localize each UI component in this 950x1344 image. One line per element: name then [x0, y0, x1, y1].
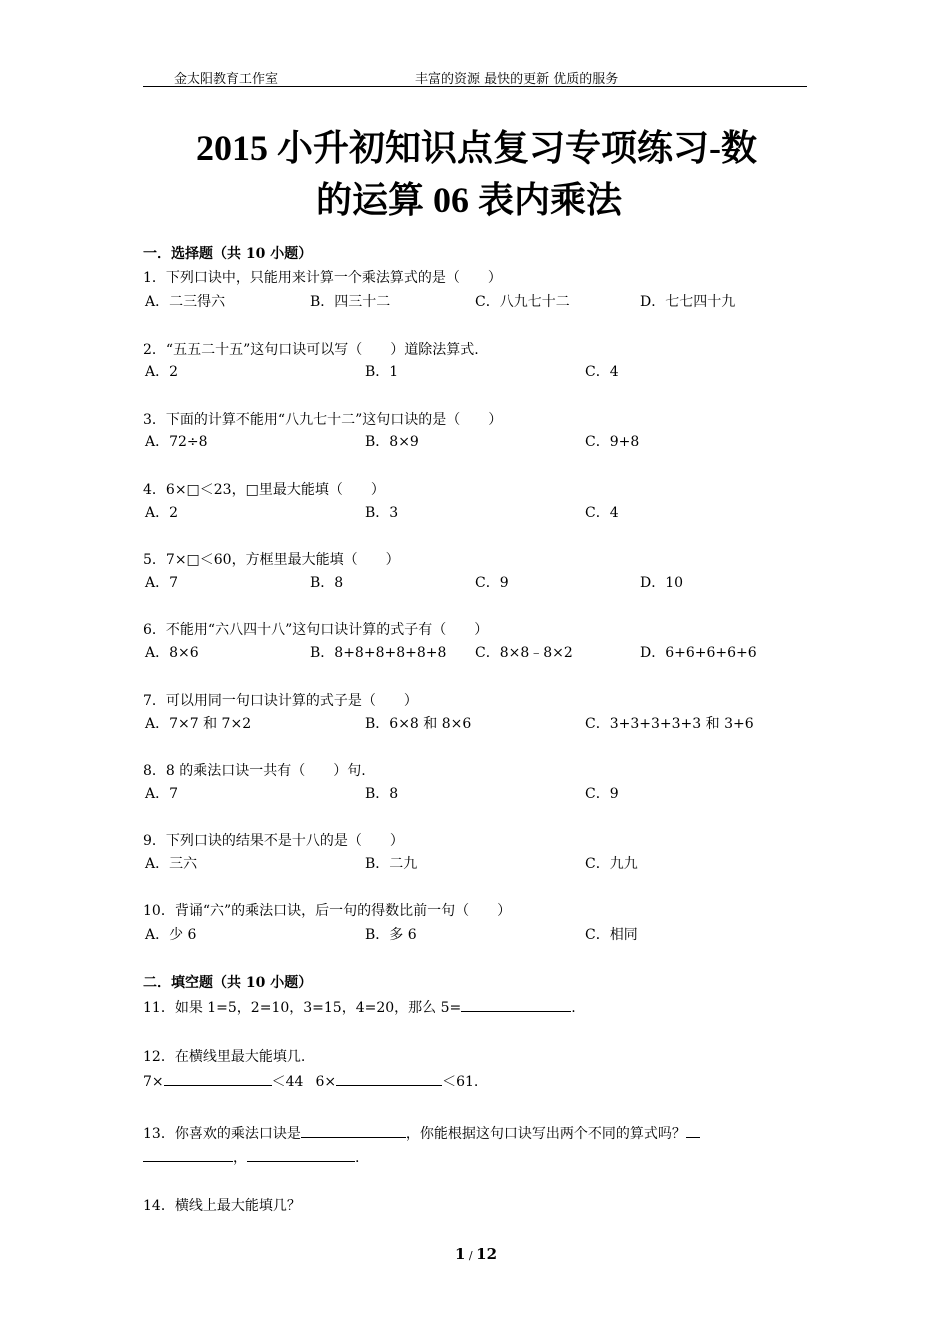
- question-stem: 5．7×□＜60，方框里最大能填（ ）: [143, 552, 400, 568]
- option-c[interactable]: C．九九: [585, 856, 638, 872]
- option-c[interactable]: C．9: [475, 575, 509, 591]
- option-a[interactable]: A．2: [145, 505, 179, 521]
- header-studio-name: 金太阳教育工作室: [174, 72, 279, 87]
- option-b[interactable]: B．8: [310, 575, 344, 591]
- page-title-line1: 2015 小升初知识点复习专项练习-数: [196, 128, 757, 168]
- question-stem: 2．“五五二十五”这句口诀可以写（ ）道除法算式.: [143, 342, 479, 358]
- item-b-suffix: ＜61.: [442, 1074, 479, 1090]
- answer-blank[interactable]: [301, 1123, 406, 1138]
- question-11: [143, 997, 576, 1017]
- question-13-comma: ，: [233, 1150, 247, 1166]
- question-stem: 3．下面的计算不能用“八九七十二”这句口诀的是（ ）: [143, 412, 503, 428]
- option-d[interactable]: D．6+6+6+6+6: [640, 645, 757, 661]
- option-a[interactable]: A．少 6: [145, 927, 197, 943]
- question-stem: 12．在横线里最大能填几.: [143, 1049, 306, 1065]
- question-12-items: [143, 1071, 478, 1091]
- option-a[interactable]: A．三六: [145, 856, 198, 872]
- question-13-line1: [143, 1123, 700, 1143]
- answer-blank[interactable]: [336, 1071, 442, 1086]
- option-c[interactable]: C．3+3+3+3+3 和 3+6: [585, 716, 754, 732]
- item-a-suffix: ＜44: [271, 1074, 304, 1090]
- question-stem: 6．不能用“六八四十八”这句口诀计算的式子有（ ）: [143, 622, 489, 638]
- page-separator: /: [465, 1249, 477, 1262]
- option-c[interactable]: C．八九七十二: [475, 294, 570, 310]
- question-stem: 9．下列口诀的结果不是十八的是（ ）: [143, 833, 404, 849]
- option-b[interactable]: B．多 6: [365, 927, 417, 943]
- question-11-text: 11．如果 1=5，2=10，3=15，4=20，那么 5=: [143, 1000, 462, 1016]
- answer-blank[interactable]: [247, 1147, 355, 1162]
- header-divider: [143, 86, 807, 87]
- option-c[interactable]: C．4: [585, 364, 619, 380]
- option-d[interactable]: D．七七四十九: [640, 294, 736, 310]
- option-b[interactable]: B．8+8+8+8+8+8: [310, 645, 447, 661]
- option-a[interactable]: A．7×7 和 7×2: [145, 716, 252, 732]
- option-a[interactable]: A．二三得六: [145, 294, 226, 310]
- page-current: 1: [455, 1245, 466, 1263]
- option-a[interactable]: A．2: [145, 364, 179, 380]
- option-b[interactable]: B．四三十二: [310, 294, 391, 310]
- item-a-prefix: 7×: [143, 1074, 164, 1090]
- item-b-prefix: 6×: [315, 1074, 337, 1090]
- option-c[interactable]: C．9+8: [585, 434, 640, 450]
- option-a[interactable]: A．7: [145, 786, 179, 802]
- option-a[interactable]: A．7: [145, 575, 179, 591]
- option-b[interactable]: B．二九: [365, 856, 418, 872]
- question-stem: 7．可以用同一句口诀计算的式子是（ ）: [143, 693, 418, 709]
- page-title-line2: 的运算 06 表内乘法: [316, 180, 623, 220]
- question-stem: 10．背诵“六”的乘法口诀，后一句的得数比前一句（ ）: [143, 903, 512, 919]
- question-13-end: .: [355, 1150, 360, 1166]
- question-13-line2: [143, 1147, 359, 1167]
- answer-blank[interactable]: [143, 1147, 233, 1162]
- option-c[interactable]: C．相同: [585, 927, 638, 943]
- option-d[interactable]: D．10: [640, 575, 684, 591]
- option-b[interactable]: B．8×9: [365, 434, 419, 450]
- option-a[interactable]: A．72÷8: [145, 434, 208, 450]
- question-stem: 14．横线上最大能填几？: [143, 1198, 301, 1214]
- option-c[interactable]: C．9: [585, 786, 619, 802]
- option-b[interactable]: B．8: [365, 786, 399, 802]
- option-a[interactable]: A．8×6: [145, 645, 199, 661]
- option-b[interactable]: B．3: [365, 505, 399, 521]
- answer-blank[interactable]: [164, 1071, 272, 1086]
- answer-blank[interactable]: [461, 997, 571, 1012]
- option-c[interactable]: C．4: [585, 505, 619, 521]
- option-c[interactable]: C．8×8﹣8×2: [475, 645, 573, 661]
- option-b[interactable]: B．1: [365, 364, 399, 380]
- page-total: 12: [476, 1245, 498, 1263]
- answer-blank[interactable]: [686, 1123, 700, 1138]
- page-number: [455, 1245, 497, 1263]
- section-heading-choice: 一．选择题（共 10 小题）: [143, 246, 313, 262]
- header-slogan: 丰富的资源 最快的更新 优质的服务: [415, 72, 619, 87]
- question-11-end: .: [571, 1000, 576, 1016]
- question-13-text: 13．你喜欢的乘法口诀是: [143, 1126, 301, 1142]
- question-13-mid: ，你能根据这句口诀写出两个不同的算式吗？: [405, 1126, 686, 1142]
- question-stem: 4．6×□＜23，□里最大能填（ ）: [143, 482, 385, 498]
- option-b[interactable]: B．6×8 和 8×6: [365, 716, 472, 732]
- question-stem: 1．下列口诀中，只能用来计算一个乘法算式的是（ ）: [143, 270, 502, 286]
- question-stem: 8．8 的乘法口诀一共有（ ）句.: [143, 763, 366, 779]
- section-heading-fill: 二．填空题（共 10 小题）: [143, 975, 313, 991]
